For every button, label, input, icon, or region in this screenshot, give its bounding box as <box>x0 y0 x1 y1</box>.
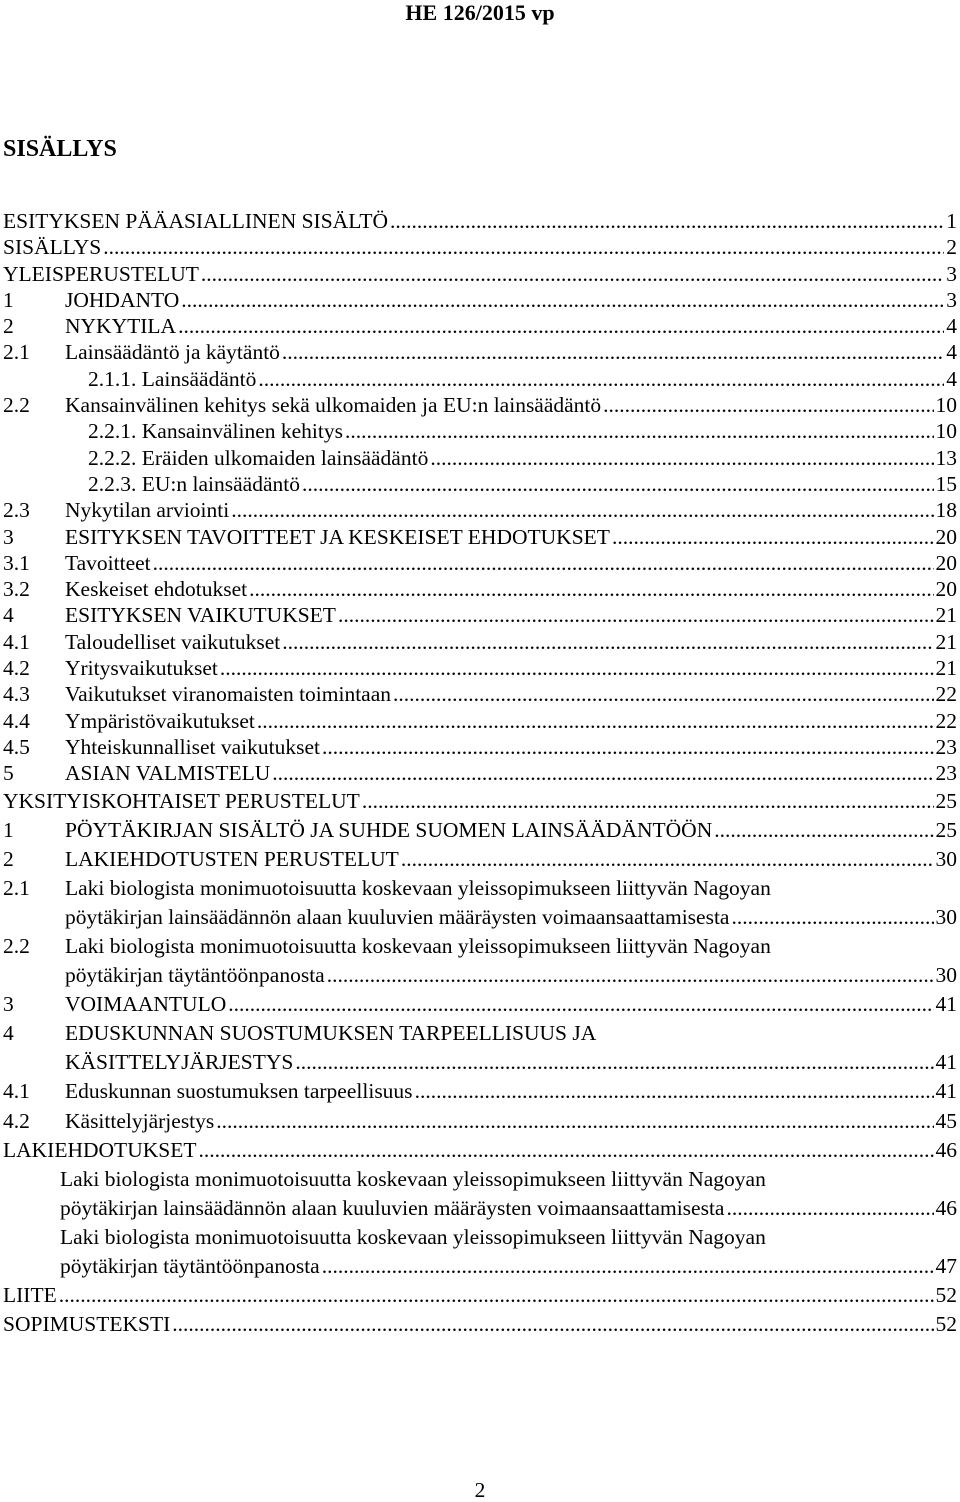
toc-leader-dots <box>295 1048 933 1077</box>
toc-entry-title: 2.1.1. Lainsäädäntö <box>88 366 257 391</box>
toc-entry-title: EDUSKUNNAN SUOSTUMUKSEN TARPEELLISUUS JA <box>65 1021 597 1046</box>
toc-entry-title: pöytäkirjan lainsäädännön alaan kuuluvien määräysten voimaansaattamisesta <box>65 904 730 929</box>
toc-entry-number: 3 <box>3 992 14 1017</box>
toc-entry[interactable] <box>3 787 957 816</box>
toc-title: SISÄLLYS <box>3 136 117 162</box>
toc-entry-title: Vaikutukset viranomaisten toimintaan <box>65 682 392 707</box>
toc-entry-title: ESITYKSEN PÄÄASIALLINEN SISÄLTÖ <box>3 209 389 233</box>
toc-leader-dots <box>322 1252 934 1281</box>
toc-entry-number: 3 <box>3 524 14 549</box>
toc-entry[interactable] <box>3 903 957 932</box>
toc-leader-dots <box>393 681 933 707</box>
toc-entry-title: Lainsäädäntö ja käytäntö <box>65 340 280 365</box>
toc-entry[interactable] <box>3 445 957 471</box>
toc-entry-page: 52 <box>935 1312 957 1337</box>
toc-entry-title: YKSITYISKOHTAISET PERUSTELUT <box>3 788 360 813</box>
toc-leader-dots <box>272 760 933 786</box>
toc-leader-dots <box>201 261 944 287</box>
toc-entry[interactable] <box>3 874 957 903</box>
toc-entry-title: Eduskunnan suostumuksen tarpeellisuus <box>65 1079 413 1104</box>
toc-leader-dots <box>198 1136 933 1165</box>
toc-leader-dots <box>390 208 944 234</box>
document-header: HE 126/2015 vp <box>405 0 555 25</box>
toc-entry-title: Laki biologista monimuotoisuutta koskevaan yleissopimukseen liittyvän Nagoyan <box>60 1224 766 1249</box>
toc-entry[interactable] <box>3 1252 957 1281</box>
toc-leader-dots <box>322 734 934 760</box>
toc-entry-page: 10 <box>935 419 957 444</box>
toc-entry[interactable] <box>3 392 957 418</box>
toc-entry[interactable] <box>3 339 957 365</box>
toc-entry[interactable] <box>3 234 957 260</box>
toc-entry-title: Laki biologista monimuotoisuutta koskevaan yleissopimukseen liittyvän Nagoyan <box>65 934 771 958</box>
toc-leader-dots <box>153 550 934 576</box>
toc-entry[interactable] <box>3 471 957 497</box>
toc-leader-dots <box>731 903 933 932</box>
toc-entry-page: 21 <box>935 656 957 681</box>
toc-entry-page: 4 <box>946 314 957 339</box>
toc-entry[interactable] <box>3 1165 957 1194</box>
toc-entry-title: PÖYTÄKIRJAN SISÄLTÖ JA SUHDE SUOMEN LAINSÄÄDÄNTÖÖN <box>65 817 713 842</box>
toc-entry[interactable] <box>3 932 957 961</box>
toc-entry-title: Keskeiset ehdotukset <box>65 577 248 602</box>
toc-leader-dots <box>362 787 934 816</box>
toc-leader-dots <box>231 497 933 523</box>
toc-leader-dots <box>249 576 933 602</box>
toc-leader-dots <box>282 629 933 655</box>
toc-entry-page: 2 <box>946 235 957 260</box>
toc-leader-dots <box>430 445 933 471</box>
toc-entry[interactable] <box>3 1281 957 1310</box>
toc-entry[interactable] <box>3 602 957 628</box>
toc-entry-page: 52 <box>935 1283 957 1308</box>
toc-entry[interactable] <box>3 1194 957 1223</box>
toc-entry[interactable] <box>3 418 957 444</box>
toc-entry-title: SOPIMUSTEKSTI <box>3 1312 171 1337</box>
toc-entry-number: 1 <box>3 817 14 842</box>
toc-entry[interactable] <box>3 497 957 523</box>
toc-entry-number: 4.2 <box>3 1108 30 1133</box>
toc-entry-title: Kansainvälinen kehitys sekä ulkomaiden ja EU:n lainsäädäntö <box>65 393 602 418</box>
toc-entry-page: 45 <box>935 1108 957 1133</box>
toc-entry-number: 5 <box>3 761 14 786</box>
toc-entry-page: 1 <box>946 209 957 233</box>
toc-entry[interactable] <box>3 990 957 1019</box>
toc-entry-page: 18 <box>935 498 957 523</box>
toc-entry[interactable] <box>3 961 957 990</box>
toc-entry-title: Yhteiskunnalliset vaikutukset <box>65 734 320 759</box>
toc-entry-page: 41 <box>935 1079 957 1104</box>
toc-entry[interactable] <box>3 1310 957 1339</box>
toc-entry-title: NYKYTILA <box>65 314 177 339</box>
toc-entry-title: pöytäkirjan lainsäädännön alaan kuuluvien määräysten voimaansaattamisesta <box>60 1195 725 1220</box>
toc-entry-number: 4.2 <box>3 656 30 681</box>
toc-entry-page: 21 <box>935 603 957 628</box>
toc-entry[interactable] <box>3 1019 957 1048</box>
toc-entry-title: 2.2.2. Eräiden ulkomaiden lainsäädäntö <box>88 445 429 470</box>
toc-leader-dots <box>216 1107 933 1136</box>
toc-entry[interactable] <box>3 734 957 760</box>
toc-entry[interactable] <box>3 576 957 602</box>
toc-entry-page: 15 <box>935 471 957 496</box>
toc-entry-number: 4.1 <box>3 629 30 654</box>
toc-leader-dots <box>603 392 933 418</box>
toc-leader-dots <box>178 313 944 339</box>
toc-entry-title: Taloudelliset vaikutukset <box>65 629 281 654</box>
toc-entry-page: 25 <box>935 817 957 842</box>
toc-leader-dots <box>172 1310 933 1339</box>
toc-entry-title: LIITE <box>3 1283 57 1308</box>
page-number: 2 <box>474 1478 486 1502</box>
toc-entry-title: Laki biologista monimuotoisuutta koskevaan yleissopimukseen liittyvän Nagoyan <box>60 1166 766 1191</box>
toc-entry[interactable] <box>3 760 957 786</box>
toc-entry-page: 20 <box>935 577 957 602</box>
toc-entry-number: 2 <box>3 314 14 339</box>
toc-entry-number: 4.4 <box>3 708 30 733</box>
toc-entry-number: 4.1 <box>3 1079 30 1104</box>
toc-entry-number: 2.1 <box>3 340 30 365</box>
toc-leader-dots <box>103 234 944 260</box>
toc-entry-title: YLEISPERUSTELUT <box>3 261 199 286</box>
toc-entry-page: 3 <box>946 261 957 286</box>
toc-entry-page: 22 <box>935 708 957 733</box>
toc-leader-dots <box>220 655 934 681</box>
toc-entry-page: 41 <box>935 992 957 1017</box>
toc-entry-page: 4 <box>946 340 957 365</box>
toc-entry-page: 3 <box>946 287 957 312</box>
toc-entry-number: 4 <box>3 1021 14 1046</box>
toc-entry[interactable] <box>3 287 957 313</box>
toc-leader-dots <box>257 708 934 734</box>
toc-entry-page: 46 <box>935 1195 957 1220</box>
toc-entry-page: 30 <box>935 963 957 988</box>
toc-entry-title: SISÄLLYS <box>3 235 102 260</box>
toc-leader-dots <box>612 524 934 550</box>
toc-leader-dots <box>302 471 934 497</box>
toc-entry-title: LAKIEHDOTUKSET <box>3 1137 197 1162</box>
toc-entry-title: Käsittelyjärjestys <box>65 1108 215 1133</box>
toc-entry-page: 21 <box>935 629 957 654</box>
toc-leader-dots <box>59 1281 934 1310</box>
toc-entry-page: 46 <box>935 1137 957 1162</box>
toc-entry-title: 2.2.3. EU:n lainsäädäntö <box>88 471 300 496</box>
toc-entry-title: ESITYKSEN TAVOITTEET JA KESKEISET EHDOTUKSET <box>65 524 610 549</box>
toc-entry-page: 30 <box>935 846 957 871</box>
toc-entry-page: 10 <box>935 393 957 418</box>
toc-entry[interactable] <box>3 208 957 234</box>
toc-entry-number: 2 <box>3 846 14 871</box>
toc-entry[interactable] <box>3 1048 957 1077</box>
toc-entry-page: 20 <box>935 550 957 575</box>
toc-entry-title: pöytäkirjan täytäntöönpanosta <box>60 1254 320 1279</box>
toc-entry-page: 25 <box>935 788 957 813</box>
toc-entry-number: 3.1 <box>3 550 30 575</box>
toc-entry-number: 4.3 <box>3 682 30 707</box>
toc-entry-title: Laki biologista monimuotoisuutta koskevaan yleissopimukseen liittyvän Nagoyan <box>65 875 771 900</box>
toc-entry-page: 4 <box>946 366 957 391</box>
toc-entry-number: 4 <box>3 603 14 628</box>
toc-entry-number: 2.3 <box>3 498 30 523</box>
toc-entry-number: 2.2 <box>3 393 30 418</box>
toc-leader-dots <box>181 287 944 313</box>
toc-entry[interactable] <box>3 1223 957 1252</box>
toc-entry-page: 13 <box>935 445 957 470</box>
toc-entry[interactable] <box>3 366 957 392</box>
toc-entry[interactable] <box>3 261 957 287</box>
toc-entry-page: 22 <box>935 682 957 707</box>
toc-entry-title: JOHDANTO <box>65 287 180 312</box>
toc-entry-title: Nykytilan arviointi <box>65 498 230 523</box>
toc-entry-title: Ympäristövaikutukset <box>65 708 255 733</box>
toc-entry-title: KÄSITTELYJÄRJESTYS <box>65 1050 294 1075</box>
table-of-contents <box>3 208 957 1339</box>
toc-leader-dots <box>726 1194 933 1223</box>
toc-entry[interactable] <box>3 1077 957 1106</box>
toc-entry-title: 2.2.1. Kansainvälinen kehitys <box>88 419 343 444</box>
toc-entry-title: VOIMAANTULO <box>65 992 227 1017</box>
toc-entry[interactable] <box>3 550 957 576</box>
toc-entry[interactable] <box>3 845 957 874</box>
toc-entry-title: ESITYKSEN VAIKUTUKSET <box>65 603 336 628</box>
toc-leader-dots <box>714 816 933 845</box>
toc-entry-page: 41 <box>935 1050 957 1075</box>
toc-entry[interactable] <box>3 1136 957 1165</box>
toc-entry-page: 47 <box>935 1254 957 1279</box>
toc-entry-title: ASIAN VALMISTELU <box>65 761 271 786</box>
toc-entry-number: 4.5 <box>3 734 30 759</box>
toc-entry[interactable] <box>3 708 957 734</box>
toc-entry-number: 2.2 <box>3 934 30 958</box>
toc-leader-dots <box>327 961 934 990</box>
toc-entry-number: 1 <box>3 287 14 312</box>
toc-entry[interactable] <box>3 1107 957 1136</box>
toc-leader-dots <box>228 990 933 1019</box>
toc-leader-dots <box>415 1077 934 1106</box>
toc-entry[interactable] <box>3 524 957 550</box>
toc-entry-page: 20 <box>935 524 957 549</box>
toc-entry-title: LAKIEHDOTUSTEN PERUSTELUT <box>65 846 399 871</box>
toc-entry[interactable] <box>3 629 957 655</box>
toc-entry-number: 2.1 <box>3 875 30 900</box>
toc-entry[interactable] <box>3 313 957 339</box>
toc-leader-dots <box>338 602 934 628</box>
toc-entry-title: Tavoitteet <box>65 550 151 575</box>
toc-entry-number: 3.2 <box>3 577 30 602</box>
toc-leader-dots <box>401 845 934 874</box>
toc-entry[interactable] <box>3 816 957 845</box>
toc-leader-dots <box>345 418 934 444</box>
toc-entry[interactable] <box>3 655 957 681</box>
toc-entry-title: pöytäkirjan täytäntöönpanosta <box>65 963 325 988</box>
toc-entry-page: 23 <box>935 734 957 759</box>
toc-entry-page: 30 <box>935 904 957 929</box>
toc-entry[interactable] <box>3 681 957 707</box>
toc-entry-title: Yritysvaikutukset <box>65 656 218 681</box>
toc-leader-dots <box>258 366 944 392</box>
toc-leader-dots <box>282 339 944 365</box>
toc-entry-page: 23 <box>935 761 957 786</box>
